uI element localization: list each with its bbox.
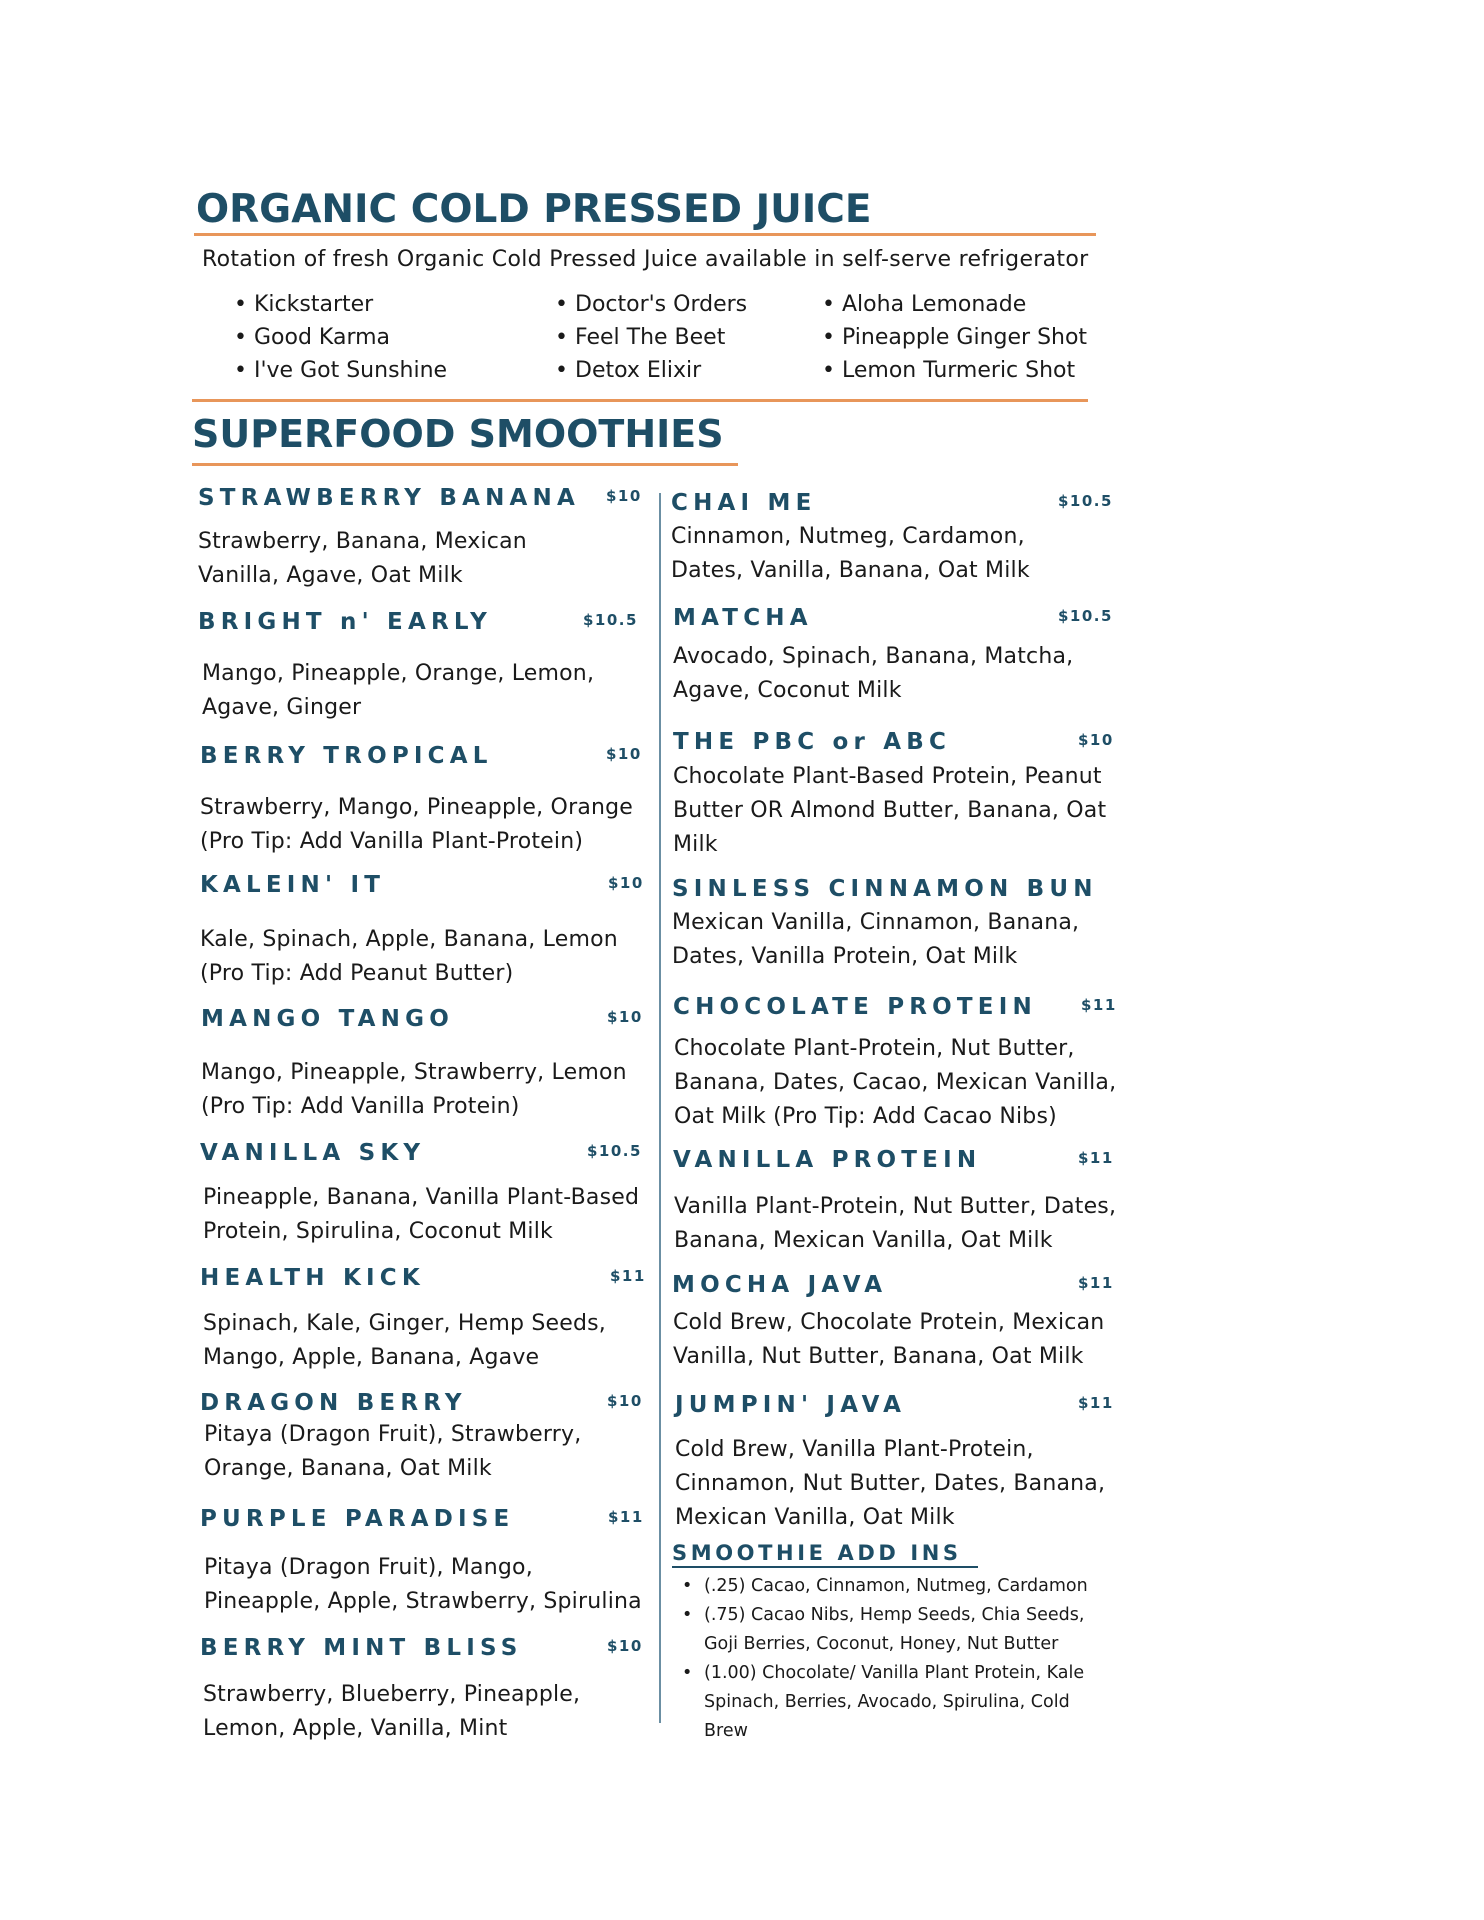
smoothie-price: $10.5 [583, 611, 638, 629]
smoothie-vanilla-protein [673, 1145, 1138, 1258]
juice-section-title: ORGANIC COLD PRESSED JUICE [196, 187, 872, 232]
juice-item: • Good Karma [234, 321, 447, 354]
smoothie-berry-tropical [200, 741, 645, 859]
smoothie-ingredients: Cold Brew, Vanilla Plant-Protein, Cinnamon, Nut Butter, Dates, Banana, Mexican Vanilla, Oat Milk [675, 1437, 1106, 1530]
smoothie-berry-mint-bliss [200, 1633, 645, 1746]
smoothie-name: SINLESS CINNAMON BUN [672, 876, 1098, 902]
smoothie-chocolate-protein [673, 992, 1138, 1134]
smoothie-name: MATCHA [673, 605, 813, 631]
smoothie-vanilla-sky [200, 1138, 660, 1249]
smoothie-price: $10 [607, 1008, 643, 1026]
smoothie-price: $10.5 [587, 1142, 642, 1160]
smoothie-name: MANGO TANGO [201, 1006, 454, 1032]
juice-item: • Kickstarter [234, 288, 447, 321]
smoothie-ingredients: Kale, Spinach, Apple, Banana, Lemon (Pro Tip: Add Peanut Butter) [200, 927, 618, 986]
juice-item: • Lemon Turmeric Shot [822, 354, 1087, 387]
smoothie-name: MOCHA JAVA [672, 1272, 888, 1298]
smoothie-name: CHOCOLATE PROTEIN [673, 994, 1037, 1020]
juice-item: • Feel The Beet [555, 321, 747, 354]
smoothie-name: CHAI ME [671, 490, 817, 516]
smoothie-name: HEALTH KICK [200, 1265, 425, 1291]
smoothie-ingredients: Strawberry, Banana, Mexican Vanilla, Agave, Oat Milk [198, 529, 527, 588]
smoothie-name: VANILLA SKY [200, 1140, 426, 1166]
addins-item: • (.75) Cacao Nibs, Hemp Seeds, Chia Seeds, Goji Berries, Coconut, Honey, Nut Butter [680, 1601, 1150, 1659]
smoothie-price: $10.5 [1058, 607, 1113, 625]
juice-column-2 [555, 288, 747, 387]
smoothie-price: $10 [608, 874, 644, 892]
juice-item: • Detox Elixir [555, 354, 747, 387]
addins-item: • (.25) Cacao, Cinnamon, Nutmeg, Cardamon [680, 1572, 1150, 1601]
smoothie-jumpin-java [675, 1390, 1135, 1535]
smoothie-price: $11 [610, 1267, 646, 1285]
smoothie-bright-n-early [198, 607, 643, 725]
smoothie-price: $11 [1081, 996, 1117, 1014]
smoothie-price: $11 [608, 1508, 644, 1526]
smoothie-purple-paradise [200, 1504, 660, 1619]
smoothie-price: $11 [1078, 1394, 1114, 1412]
addins-title: SMOOTHIE ADD INS [672, 1541, 962, 1565]
juice-item: • Pineapple Ginger Shot [822, 321, 1087, 354]
smoothie-ingredients: Spinach, Kale, Ginger, Hemp Seeds, Mango, Apple, Banana, Agave [203, 1311, 607, 1370]
smoothie-ingredients: Cinnamon, Nutmeg, Cardamon, Dates, Vanilla, Banana, Oat Milk [671, 524, 1030, 583]
smoothie-name: JUMPIN' JAVA [675, 1392, 907, 1418]
smoothie-health-kick [200, 1263, 645, 1375]
smoothie-ingredients: Mango, Pineapple, Orange, Lemon, Agave, Ginger [202, 661, 595, 720]
smoothie-name: DRAGON BERRY [200, 1390, 467, 1416]
smoothie-price: $10.5 [1058, 492, 1113, 510]
smoothie-matcha [673, 603, 1133, 708]
smoothie-ingredients: Strawberry, Mango, Pineapple, Orange (Pro Tip: Add Vanilla Plant-Protein) [200, 795, 634, 854]
smoothie-strawberry-banana [198, 483, 643, 593]
smoothie-ingredients: Mexican Vanilla, Cinnamon, Banana, Dates, Vanilla Protein, Oat Milk [672, 910, 1080, 969]
smoothie-ingredients: Chocolate Plant-Protein, Nut Butter, Banana, Dates, Cacao, Mexican Vanilla, Oat Milk (Pro Tip: Add Cacao Nibs) [674, 1036, 1117, 1129]
smoothies-title-rule [192, 463, 738, 466]
smoothie-name: THE PBC or ABC [673, 729, 952, 755]
smoothie-chai-me [671, 488, 1131, 588]
smoothie-price: $10 [606, 487, 642, 505]
smoothie-dragon-berry [200, 1388, 645, 1486]
smoothie-kalein-it [200, 870, 645, 991]
smoothie-name: KALEIN' IT [200, 872, 386, 898]
smoothie-price: $10 [1078, 731, 1114, 749]
smoothie-ingredients: Pitaya (Dragon Fruit), Mango, Pineapple, Apple, Strawberry, Spirulina [204, 1555, 642, 1614]
addins-list [680, 1572, 1150, 1746]
smoothie-ingredients: Pitaya (Dragon Fruit), Strawberry, Orange, Banana, Oat Milk [204, 1422, 582, 1481]
smoothie-price: $10 [606, 745, 642, 763]
smoothie-ingredients: Avocado, Spinach, Banana, Matcha, Agave, Coconut Milk [673, 644, 1074, 703]
juice-item: • Doctor's Orders [555, 288, 747, 321]
smoothies-section-title: SUPERFOOD SMOOTHIES [192, 412, 724, 456]
juice-item: • I've Got Sunshine [234, 354, 447, 387]
juice-item: • Aloha Lemonade [822, 288, 1087, 321]
addins-item: • (1.00) Chocolate/ Vanilla Plant Protein, Kale Spinach, Berries, Avocado, Spirulina, Cold Brew [680, 1659, 1150, 1746]
smoothie-price: $11 [1078, 1274, 1114, 1292]
smoothie-name: BERRY TROPICAL [200, 743, 493, 769]
smoothie-name: STRAWBERRY BANANA [198, 485, 580, 511]
juice-bottom-rule [192, 399, 1088, 402]
smoothie-name: BERRY MINT BLISS [200, 1635, 523, 1661]
smoothie-name: VANILLA PROTEIN [673, 1147, 982, 1173]
smoothie-price: $10 [607, 1637, 643, 1655]
smoothie-ingredients: Chocolate Plant-Based Protein, Peanut Butter OR Almond Butter, Banana, Oat Milk [673, 764, 1107, 857]
addins-title-underline [672, 1566, 978, 1568]
smoothie-sinless-cinnamon-bun [672, 874, 1132, 974]
smoothie-mocha-java [672, 1270, 1132, 1374]
smoothie-ingredients: Pineapple, Banana, Vanilla Plant-Based Protein, Spirulina, Coconut Milk [203, 1185, 640, 1244]
smoothie-ingredients: Mango, Pineapple, Strawberry, Lemon (Pro Tip: Add Vanilla Protein) [201, 1060, 627, 1119]
juice-description: Rotation of fresh Organic Cold Pressed Juice available in self-serve refrigerator [202, 247, 1089, 272]
smoothie-the-pbc-or-abc [673, 727, 1133, 862]
smoothie-mango-tango [201, 1004, 646, 1124]
smoothie-price: $10 [607, 1392, 643, 1410]
juice-column-3 [822, 288, 1087, 387]
smoothie-price: $11 [1078, 1149, 1114, 1167]
smoothie-ingredients: Vanilla Plant-Protein, Nut Butter, Dates, Banana, Mexican Vanilla, Oat Milk [674, 1194, 1117, 1253]
juice-column-1 [234, 288, 447, 387]
smoothie-name: PURPLE PARADISE [200, 1506, 515, 1532]
smoothie-ingredients: Strawberry, Blueberry, Pineapple, Lemon, Apple, Vanilla, Mint [203, 1682, 581, 1741]
smoothie-ingredients: Cold Brew, Chocolate Protein, Mexican Vanilla, Nut Butter, Banana, Oat Milk [673, 1310, 1105, 1369]
smoothie-name: BRIGHT n' EARLY [198, 609, 492, 635]
juice-title-rule [194, 233, 1096, 236]
